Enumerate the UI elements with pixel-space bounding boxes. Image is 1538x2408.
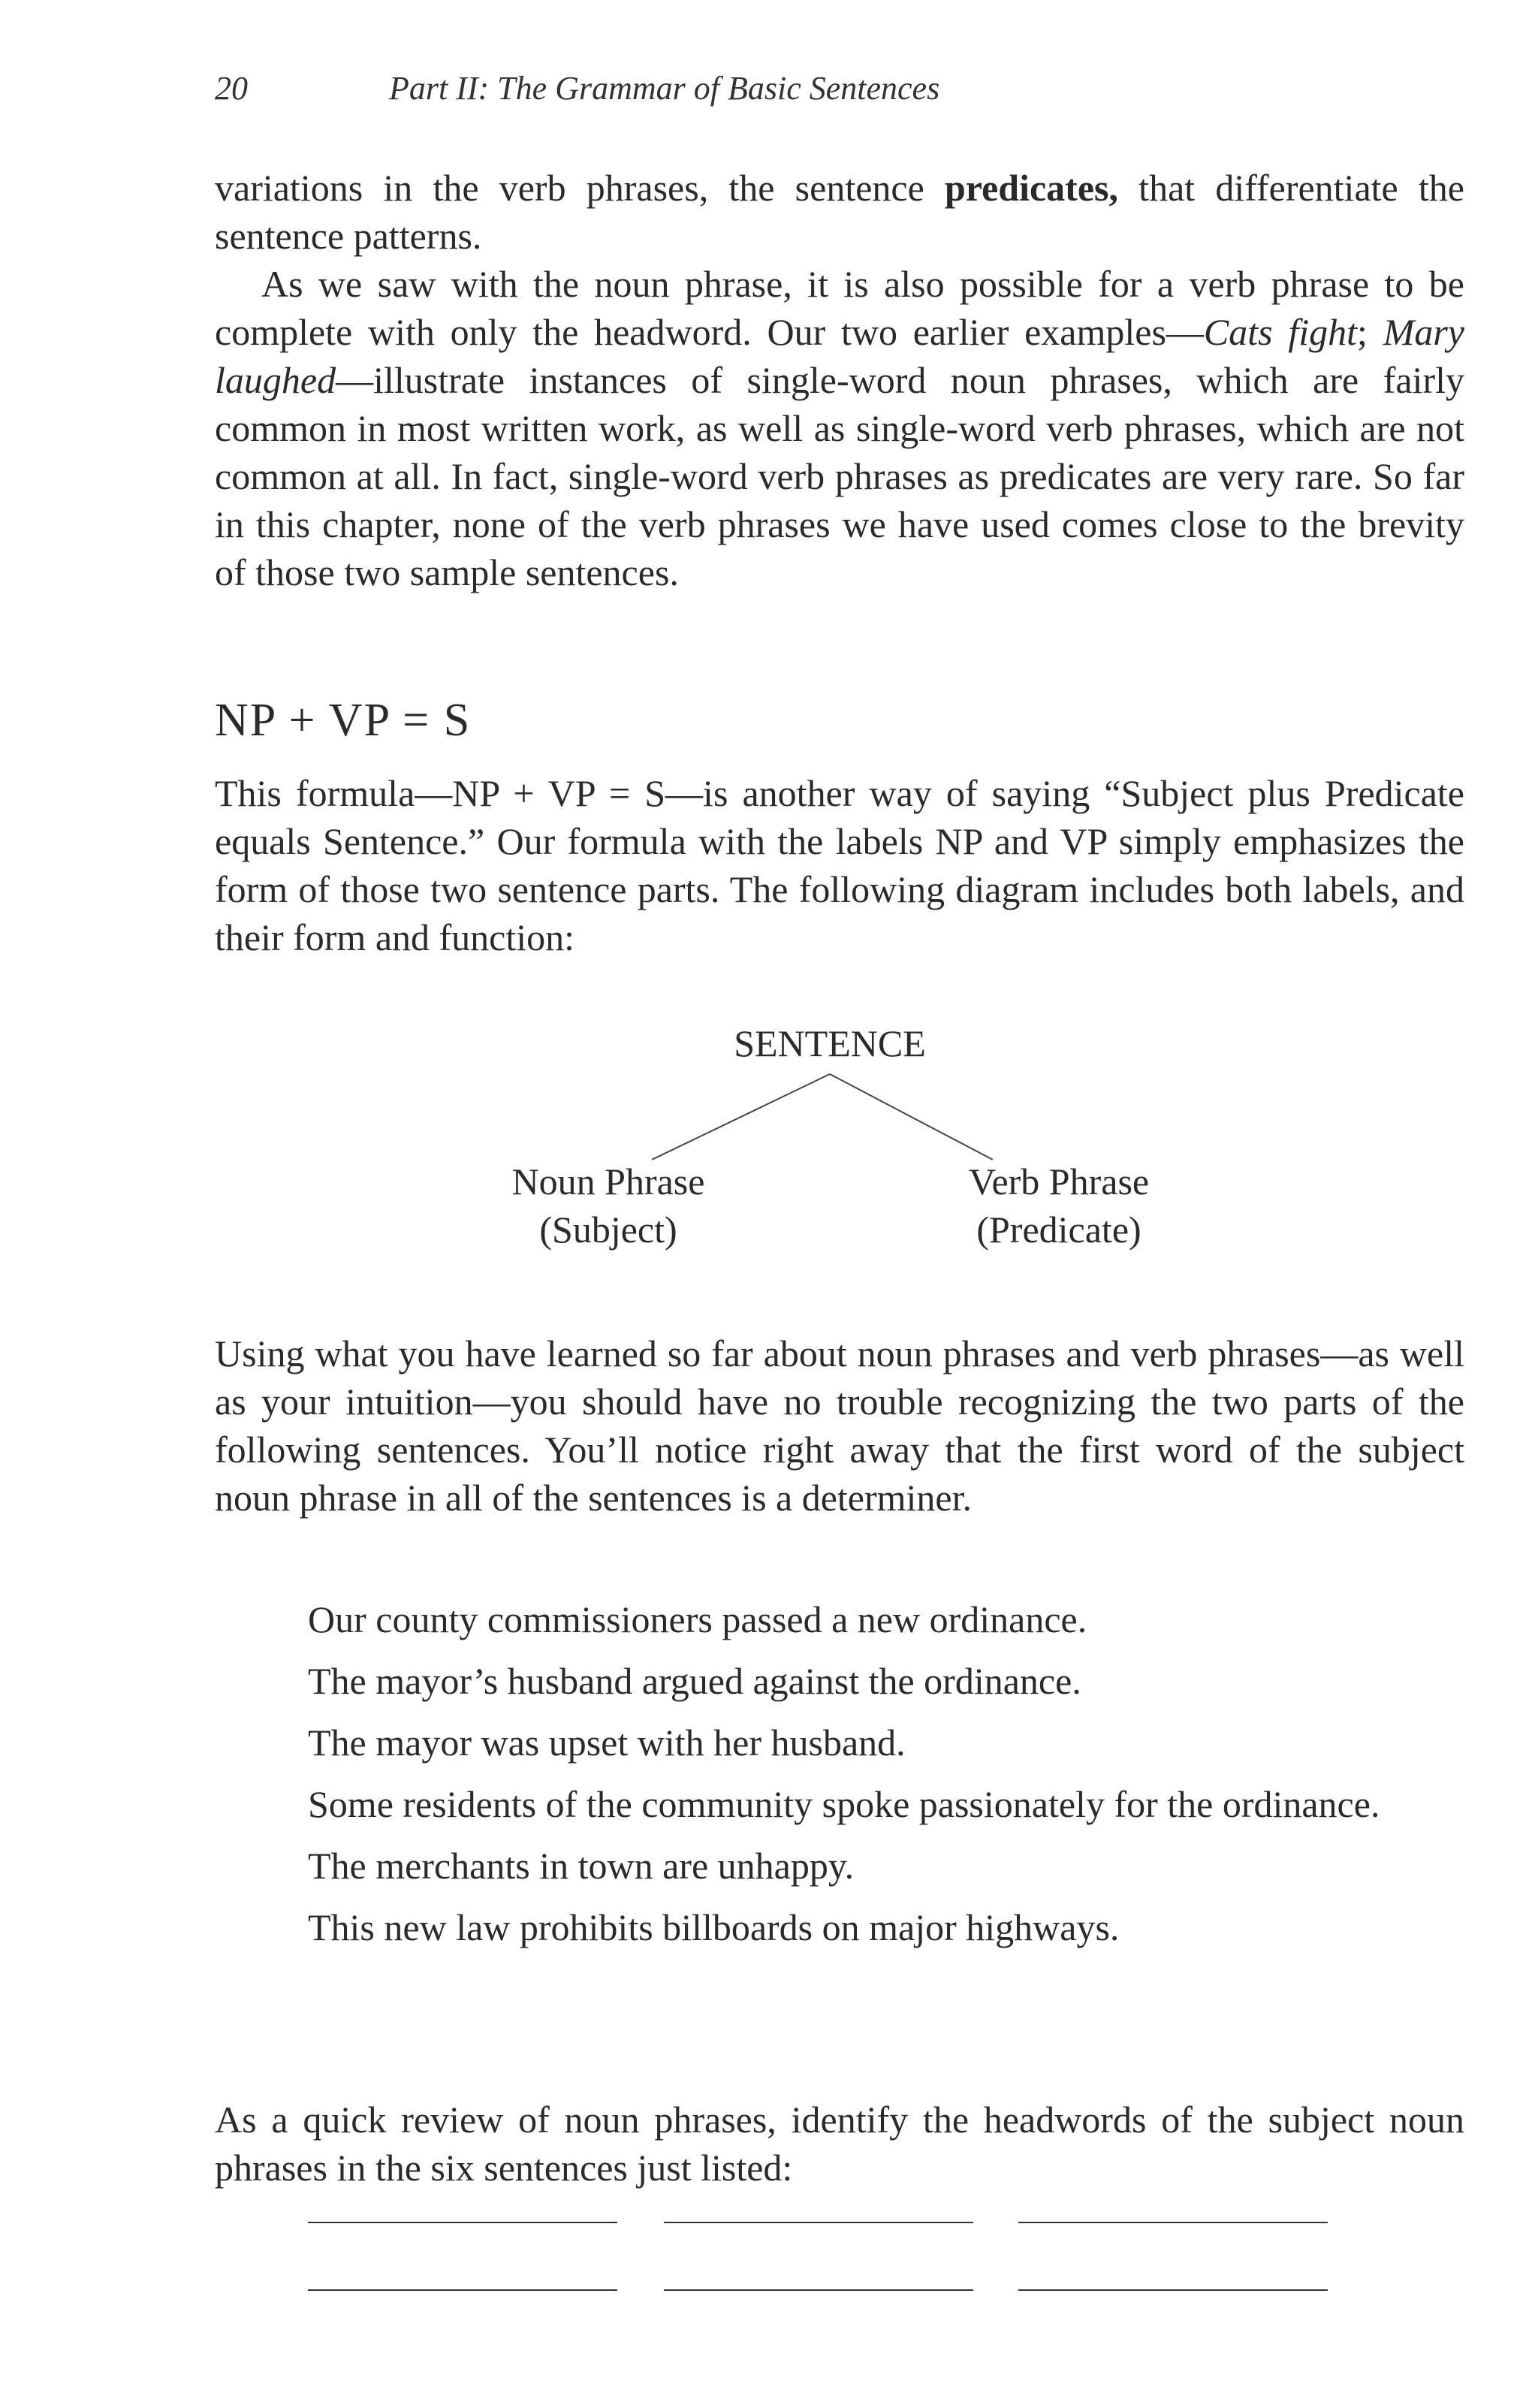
answer-blank[interactable]: [664, 2222, 973, 2223]
para3-text: This formula—NP + VP = S—is another way of saying “Subject plus Predicate equals Sentence.” Our formula with the labels NP and VP simply emphasizes the form of those two sentence parts. The following diagram includes both labels, and their form and function:: [215, 772, 1464, 958]
para2-text-3: —illustrate instances of single-word noun phrases, which are fairly common in most written work, as well as single-word verb phrases, which are not common at all. In fact, single-word verb phrases as predicates are very rare. So far in this chapter, none of the verb phrases we have used comes close to the brevity of those two sample sentences.: [215, 359, 1464, 593]
answer-blank[interactable]: [664, 2289, 973, 2291]
example-sentence: The mayor was upset with her husband.: [308, 1722, 906, 1764]
answer-blank[interactable]: [1018, 2289, 1328, 2291]
paragraph-formula: [215, 769, 1464, 961]
para5-text: As a quick review of noun phrases, identify the headwords of the subject noun phrases in the six sentences just listed:: [215, 2099, 1464, 2189]
example-sentence: Some residents of the community spoke passionately for the ordinance.: [308, 1783, 1380, 1825]
section-heading: NP + VP = S: [215, 695, 472, 746]
diagram-right-function: (Predicate): [976, 1209, 1141, 1251]
example-sentence: This new law prohibits billboards on major highways.: [308, 1906, 1120, 1948]
para2-text-1: As we saw with the noun phrase, it is also possible for a verb phrase to be complete with only the headword. Our two earlier examples—: [215, 263, 1464, 353]
para2-example-2: Mary laughed: [215, 311, 1464, 401]
para1-bold-term: predicates,: [945, 167, 1118, 209]
para2-example-1: Cats fight: [1203, 311, 1358, 353]
para1-text-after: that differentiate the sentence patterns.: [215, 167, 1465, 257]
diagram-left-form: Noun Phrase: [511, 1160, 705, 1202]
answer-blank[interactable]: [308, 2289, 617, 2291]
example-sentences: [308, 1595, 1464, 1965]
diagram-right-form: Verb Phrase: [968, 1160, 1150, 1202]
example-sentence: The merchants in town are unhappy.: [308, 1845, 855, 1887]
example-sentence: Our county commissioners passed a new ordinance.: [308, 1598, 1087, 1640]
paragraph-predicates: [215, 164, 1464, 596]
paragraph-review: [215, 2096, 1464, 2192]
answer-blanks: [308, 2222, 1329, 2312]
sentence-diagram: [451, 1021, 1247, 1292]
para4-text: Using what you have learned so far about noun phrases and verb phrases—as well as your intuition—you should have no trouble recognizing the two parts of the following sentences. You’ll notice right away that the first word of the subject noun phrase in all of the sentences is a determiner.: [215, 1332, 1464, 1519]
running-head-title: Part II: The Grammar of Basic Sentences: [389, 70, 940, 107]
example-sentence: The mayor’s husband argued against the ordinance.: [308, 1660, 1081, 1702]
para1-text-before: variations in the verb phrases, the sentence: [215, 167, 945, 209]
paragraph-instructions: [215, 1329, 1464, 1522]
left-branch-line: [652, 1074, 830, 1160]
answer-blank[interactable]: [1018, 2222, 1328, 2223]
right-branch-line: [830, 1074, 993, 1160]
diagram-root-label: SENTENCE: [734, 1022, 926, 1064]
answer-blank[interactable]: [308, 2222, 617, 2223]
running-head: [215, 69, 939, 107]
page-number: 20: [215, 70, 248, 107]
para2-text-2: ;: [1357, 311, 1383, 353]
diagram-left-function: (Subject): [539, 1209, 677, 1251]
